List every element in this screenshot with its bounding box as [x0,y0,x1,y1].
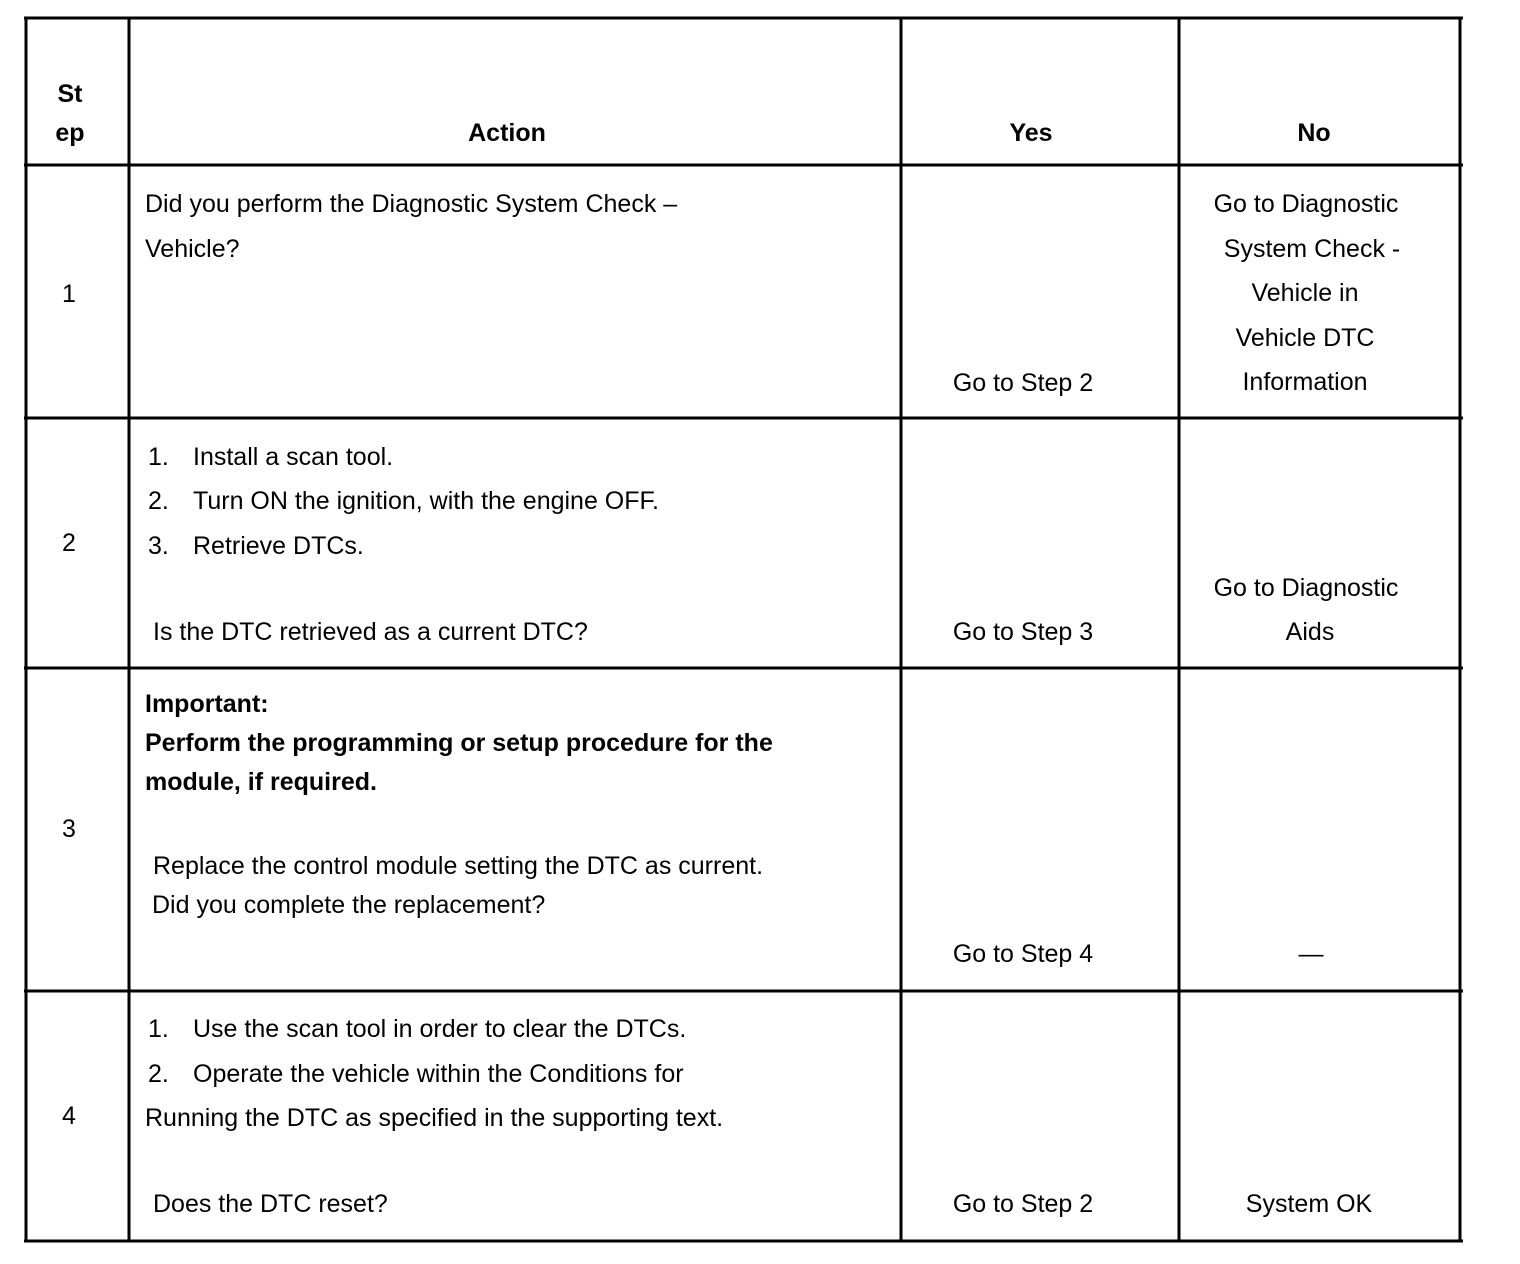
header-yes: Yes [1009,119,1053,147]
step-number: 2 [62,529,76,557]
important-text: module, if required. [145,768,377,796]
header-step-line2: ep [55,119,85,147]
list-item: Retrieve DTCs. [193,532,364,560]
step-number: 3 [62,815,76,843]
no-cell: System OK [1245,1190,1373,1218]
list-number: 3. [148,532,169,560]
list-number: 2. [148,1060,169,1088]
header-action: Action [468,119,546,147]
no-cell-line: Vehicle in [1251,279,1359,307]
action-text: Replace the control module setting the DTC as current. [153,852,764,880]
step-number: 1 [62,280,76,308]
header-no: No [1297,119,1331,147]
list-number: 2. [148,487,169,515]
action-text: Vehicle? [145,235,240,263]
list-item: Operate the vehicle within the Conditions for [193,1060,684,1088]
list-item: Use the scan tool in order to clear the DTCs. [193,1015,687,1043]
yes-cell: Go to Step 2 [952,369,1094,397]
yes-cell: Go to Step 2 [952,1190,1094,1218]
action-text: Running the DTC as specified in the supporting text. [145,1104,724,1132]
yes-cell: Go to Step 4 [952,940,1094,968]
list-number: 1. [148,1015,169,1043]
list-item: Install a scan tool. [193,443,394,471]
important-text: Perform the programming or setup procedure for the [145,729,773,757]
no-cell-line: Go to Diagnostic [1213,574,1399,602]
action-question: Did you complete the replacement? [152,891,546,919]
action-question: Does the DTC reset? [153,1190,388,1218]
header-step-line1: St [57,80,83,108]
no-cell-line: Go to Diagnostic [1213,190,1399,218]
no-cell-line: Vehicle DTC [1235,324,1375,352]
action-text: Did you perform the Diagnostic System Check – [145,190,678,218]
list-item: Turn ON the ignition, with the engine OFF. [193,487,659,515]
important-label: Important: [145,690,269,718]
no-cell: — [1298,940,1324,968]
yes-cell: Go to Step 3 [952,618,1094,646]
action-question: Is the DTC retrieved as a current DTC? [153,618,588,646]
list-number: 1. [148,443,169,471]
step-number: 4 [62,1102,76,1130]
no-cell-line: Information [1242,368,1368,396]
no-cell-line: System Check - [1223,235,1401,263]
no-cell-line: Aids [1285,618,1335,646]
